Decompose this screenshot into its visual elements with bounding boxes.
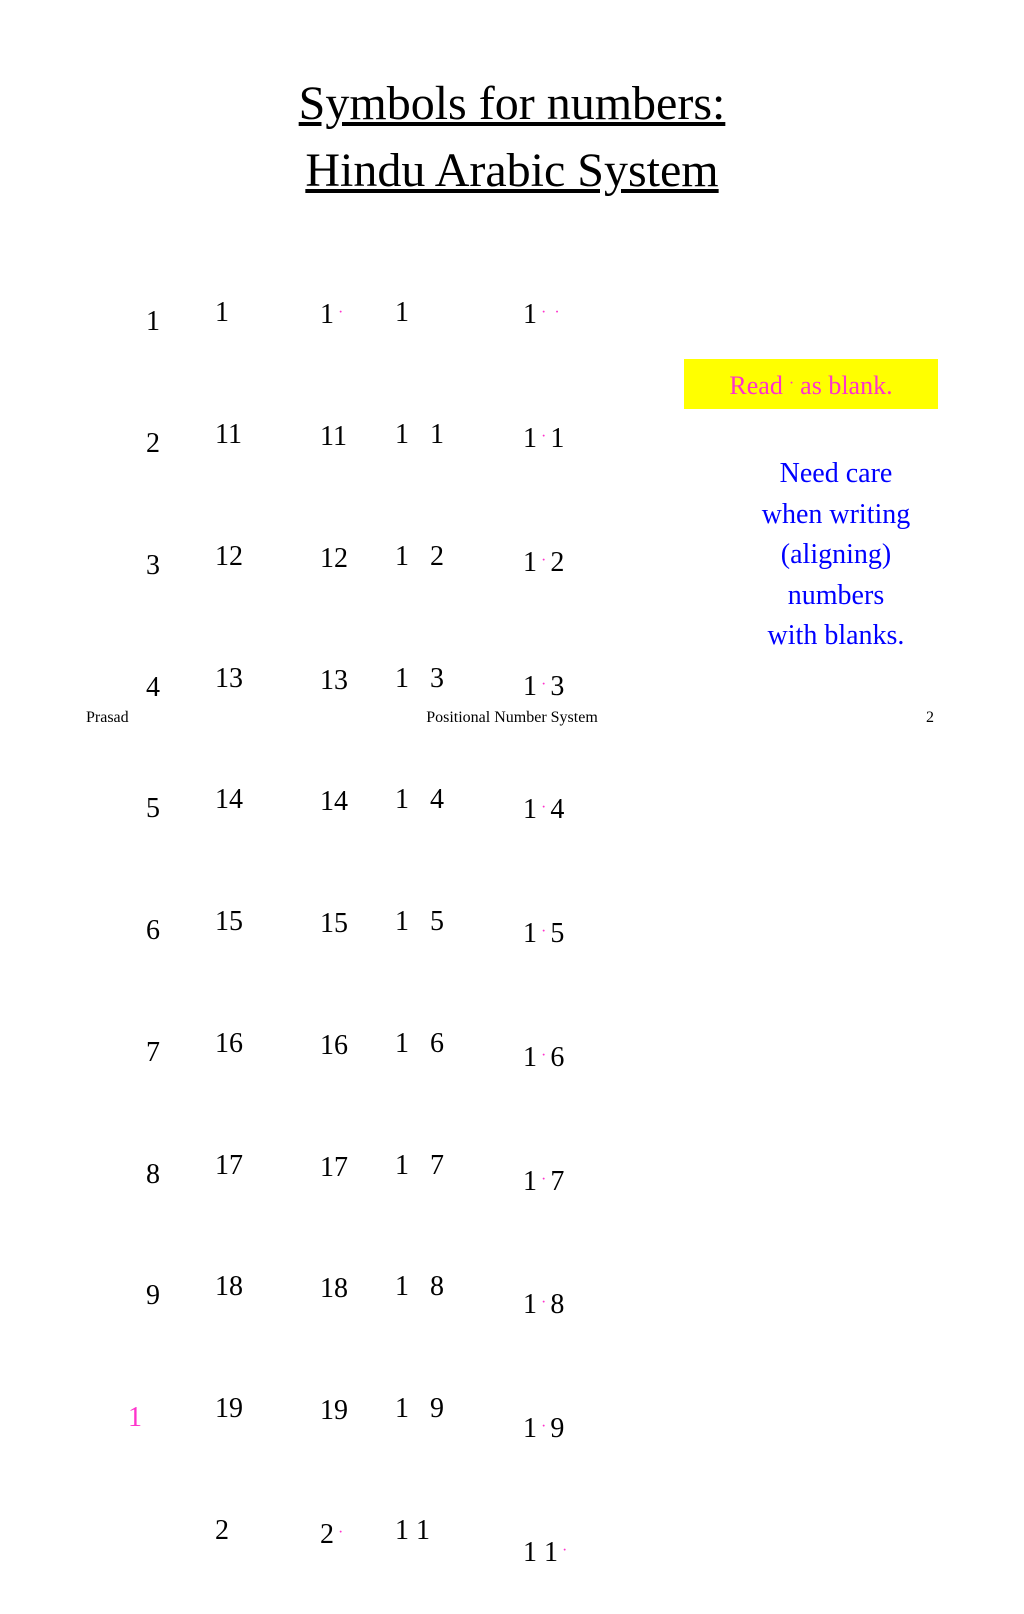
number-cell-right: 7 xyxy=(550,1165,565,1197)
blank-dot: · xyxy=(554,304,560,322)
count-item: 5 xyxy=(146,793,160,825)
title-line-1: Symbols for numbers: xyxy=(298,77,726,130)
numbers-column-3 xyxy=(395,212,444,1592)
note-blank-text: as blank. xyxy=(800,371,893,400)
care-line: Need care xyxy=(779,458,893,489)
number-cell: 17 xyxy=(215,1149,243,1181)
blank-dot: · xyxy=(541,799,547,817)
number-cell: 1 xyxy=(523,918,537,950)
blank-dot: · xyxy=(338,304,344,322)
note-read-text: Read xyxy=(729,371,783,400)
number-cell: 1 xyxy=(320,299,334,331)
number-cell: 1 9 xyxy=(395,1393,444,1425)
number-cell-right: 4 xyxy=(550,794,565,826)
care-note xyxy=(720,454,952,657)
count-item: 8 xyxy=(146,1158,160,1190)
care-line: when writing xyxy=(761,498,911,530)
number-cell: 1 1 xyxy=(395,1515,430,1546)
number-cell: 1 xyxy=(523,299,537,331)
number-cell: 2 xyxy=(320,1519,334,1550)
number-cell: 1 xyxy=(523,1289,537,1321)
number-cell: 1 1 xyxy=(523,1537,558,1568)
number-cell-right: 8 xyxy=(550,1289,565,1321)
read-as-blank-note xyxy=(684,359,938,409)
number-cell: 14 xyxy=(215,784,243,816)
number-cell: 13 xyxy=(320,664,348,696)
number-cell: 2 xyxy=(215,1515,229,1546)
number-cell: 11 xyxy=(215,418,242,450)
number-cell: 1 xyxy=(395,297,409,329)
number-cell: 1 8 xyxy=(395,1271,444,1303)
number-cell-right: 2 xyxy=(550,546,565,578)
number-cell: 1 4 xyxy=(395,784,444,816)
number-cell: 15 xyxy=(215,906,243,938)
blank-dot: · xyxy=(541,427,547,445)
count-item: 7 xyxy=(146,1036,160,1068)
count-item: 2 xyxy=(146,427,160,459)
number-cell: 1 xyxy=(523,1165,537,1197)
care-line: with blanks. xyxy=(767,620,905,651)
number-cell: 16 xyxy=(320,1029,348,1061)
number-cell: 1 xyxy=(523,1413,537,1445)
number-cell: 1 7 xyxy=(395,1149,444,1181)
number-cell: 1 1 xyxy=(395,418,444,450)
count-item: 4 xyxy=(146,671,160,703)
number-cell: 1 xyxy=(523,670,537,702)
count-column xyxy=(128,221,160,1479)
number-cell: 1 xyxy=(523,546,537,578)
number-cell: 14 xyxy=(320,786,348,818)
number-cell-right: 3 xyxy=(550,670,565,702)
blank-dot: · xyxy=(541,551,547,569)
number-cell: 1 2 xyxy=(395,540,444,572)
blank-dot: · xyxy=(541,675,547,693)
count-item-carry: 1 xyxy=(128,1402,142,1434)
number-cell: 13 xyxy=(215,662,243,694)
number-cell-right: 9 xyxy=(550,1413,565,1445)
count-item: 6 xyxy=(146,915,160,947)
number-cell-right: 1 xyxy=(550,422,565,454)
number-cell-right: 6 xyxy=(550,1041,565,1073)
blank-dot: · xyxy=(541,1170,547,1188)
number-cell: 1 xyxy=(215,297,229,329)
count-item: 3 xyxy=(146,549,160,581)
footer-title: Positional Number System xyxy=(426,709,598,726)
numbers-column-1 xyxy=(215,212,243,1592)
blank-dot: · xyxy=(541,304,547,322)
number-cell: 17 xyxy=(320,1151,348,1183)
care-line: numbers xyxy=(787,579,885,611)
blank-dot: · xyxy=(338,1524,344,1541)
blank-dot: · xyxy=(562,1542,568,1559)
blank-dot: · xyxy=(541,1418,547,1436)
blank-dot: · xyxy=(788,375,795,392)
number-cell: 12 xyxy=(215,540,243,572)
number-cell: 16 xyxy=(215,1027,243,1059)
count-item: 1 xyxy=(146,306,160,338)
numbers-column-2 xyxy=(320,212,348,1596)
number-cell-right: 5 xyxy=(550,918,565,950)
number-cell: 18 xyxy=(320,1273,348,1305)
care-line: (aligning) xyxy=(780,539,892,570)
number-cell: 19 xyxy=(215,1393,243,1425)
footer-page-number: 2 xyxy=(926,709,934,726)
number-cell: 15 xyxy=(320,908,348,940)
number-cell: 1 5 xyxy=(395,906,444,938)
blank-dot: · xyxy=(541,923,547,941)
number-cell: 1 3 xyxy=(395,662,444,694)
number-cell: 11 xyxy=(320,420,347,452)
title-line-2: Hindu Arabic System xyxy=(305,144,719,197)
number-cell: 1 xyxy=(523,422,537,454)
number-cell: 19 xyxy=(320,1395,348,1427)
number-cell: 1 xyxy=(523,794,537,826)
blank-dot: · xyxy=(541,1294,547,1312)
number-cell: 18 xyxy=(215,1271,243,1303)
number-cell: 12 xyxy=(320,542,348,574)
count-item: 9 xyxy=(146,1280,160,1312)
blank-dot: · xyxy=(541,1046,547,1064)
footer-author: Prasad xyxy=(86,709,129,726)
number-cell: 1 xyxy=(523,1041,537,1073)
numbers-column-4 xyxy=(523,212,571,1614)
number-cell: 1 6 xyxy=(395,1027,444,1059)
